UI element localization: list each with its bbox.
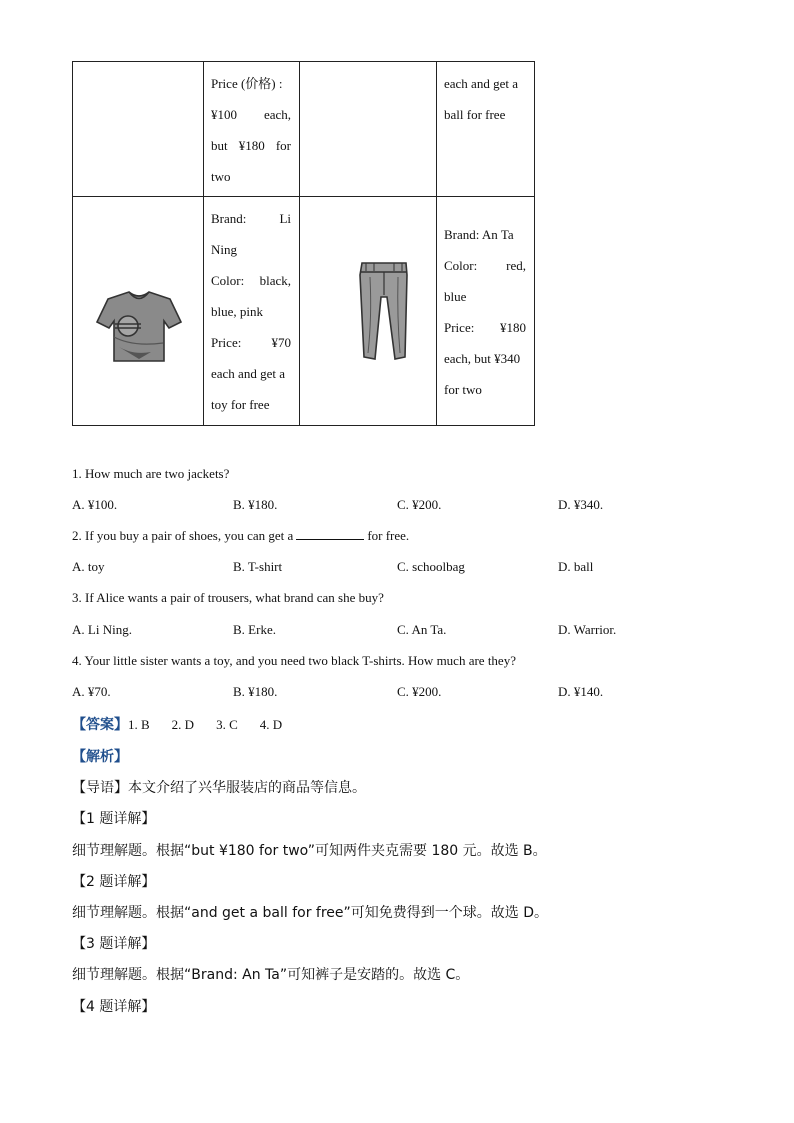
question-3: 3. If Alice wants a pair of trousers, what brand can she buy? xyxy=(72,590,384,605)
table-cell-price-jacket: Price (价格) : ¥100 each, but ¥180 for two xyxy=(204,62,300,197)
option-a: A. Li Ning. xyxy=(72,622,132,637)
table-cell-tshirt-info: Brand: Li Ning Color: black, blue, pink Price: ¥70 each and get a toy for free xyxy=(204,197,300,426)
option-c: C. ¥200. xyxy=(397,684,442,699)
option-c: C. ¥200. xyxy=(397,497,442,512)
option-a: A. ¥100. xyxy=(72,497,118,512)
option-b: B. ¥180. xyxy=(233,684,278,699)
option-d: D. ball xyxy=(558,559,594,574)
cell-line: Price (价格) : xyxy=(211,76,283,91)
detail-heading-4: 【4 题详解】 xyxy=(72,999,156,1015)
t-shirt-picture xyxy=(73,197,204,425)
table-cell-tshirt-image xyxy=(73,197,204,426)
answer-line: 【答案】1. B 2. D 3. C 4. D xyxy=(72,717,283,733)
answer-label: 【答案】 xyxy=(72,717,128,733)
detail-heading-1: 【1 题详解】 xyxy=(72,811,156,827)
question-2: 2. If you buy a pair of shoes, you can get a for free. xyxy=(72,528,410,543)
goods-table xyxy=(72,61,535,426)
option-a: A. toy xyxy=(72,559,105,574)
guide-line: 【导语】本文介绍了兴华服装店的商品等信息。 xyxy=(72,780,366,796)
detail-text-3: 细节理解题。根据“Brand: An Ta”可知裤子是安踏的。故选 C。 xyxy=(72,967,470,983)
question-1: 1. How much are two jackets? xyxy=(72,466,230,481)
detail-text-1: 细节理解题。根据“but ¥180 for two”可知两件夹克需要 180 元。故选 B。 xyxy=(72,843,547,859)
option-c: C. schoolbag xyxy=(397,559,465,574)
table-cell-shoes-offer: each and get a ball for free xyxy=(437,62,535,197)
detail-heading-3: 【3 题详解】 xyxy=(72,936,156,952)
trousers-picture xyxy=(300,197,437,425)
option-b: B. Erke. xyxy=(233,622,276,637)
option-c: C. An Ta. xyxy=(397,622,447,637)
question-4: 4. Your little sister wants a toy, and you need two black T-shirts. How much are they? xyxy=(72,653,516,668)
table-cell-empty xyxy=(73,62,204,197)
table-cell-trousers-info: Brand: An Ta Color: red, blue Price: ¥180 each, but ¥340 for two xyxy=(437,197,535,426)
option-b: B. ¥180. xyxy=(233,497,278,512)
detail-text-2: 细节理解题。根据“and get a ball for free”可知免费得到一个球。故选 D。 xyxy=(72,905,548,921)
answer-blank xyxy=(296,528,364,540)
option-d: D. ¥140. xyxy=(558,684,604,699)
option-a: A. ¥70. xyxy=(72,684,111,699)
option-b: B. T-shirt xyxy=(233,559,283,574)
table-cell-trousers-image xyxy=(300,197,437,426)
table-row xyxy=(73,62,535,197)
table-row xyxy=(73,197,535,426)
option-d: D. Warrior. xyxy=(558,622,617,637)
detail-heading-2: 【2 题详解】 xyxy=(72,874,156,890)
analysis-label: 【解析】 xyxy=(72,749,128,765)
option-d: D. ¥340. xyxy=(558,497,604,512)
table-cell-empty xyxy=(300,62,437,197)
